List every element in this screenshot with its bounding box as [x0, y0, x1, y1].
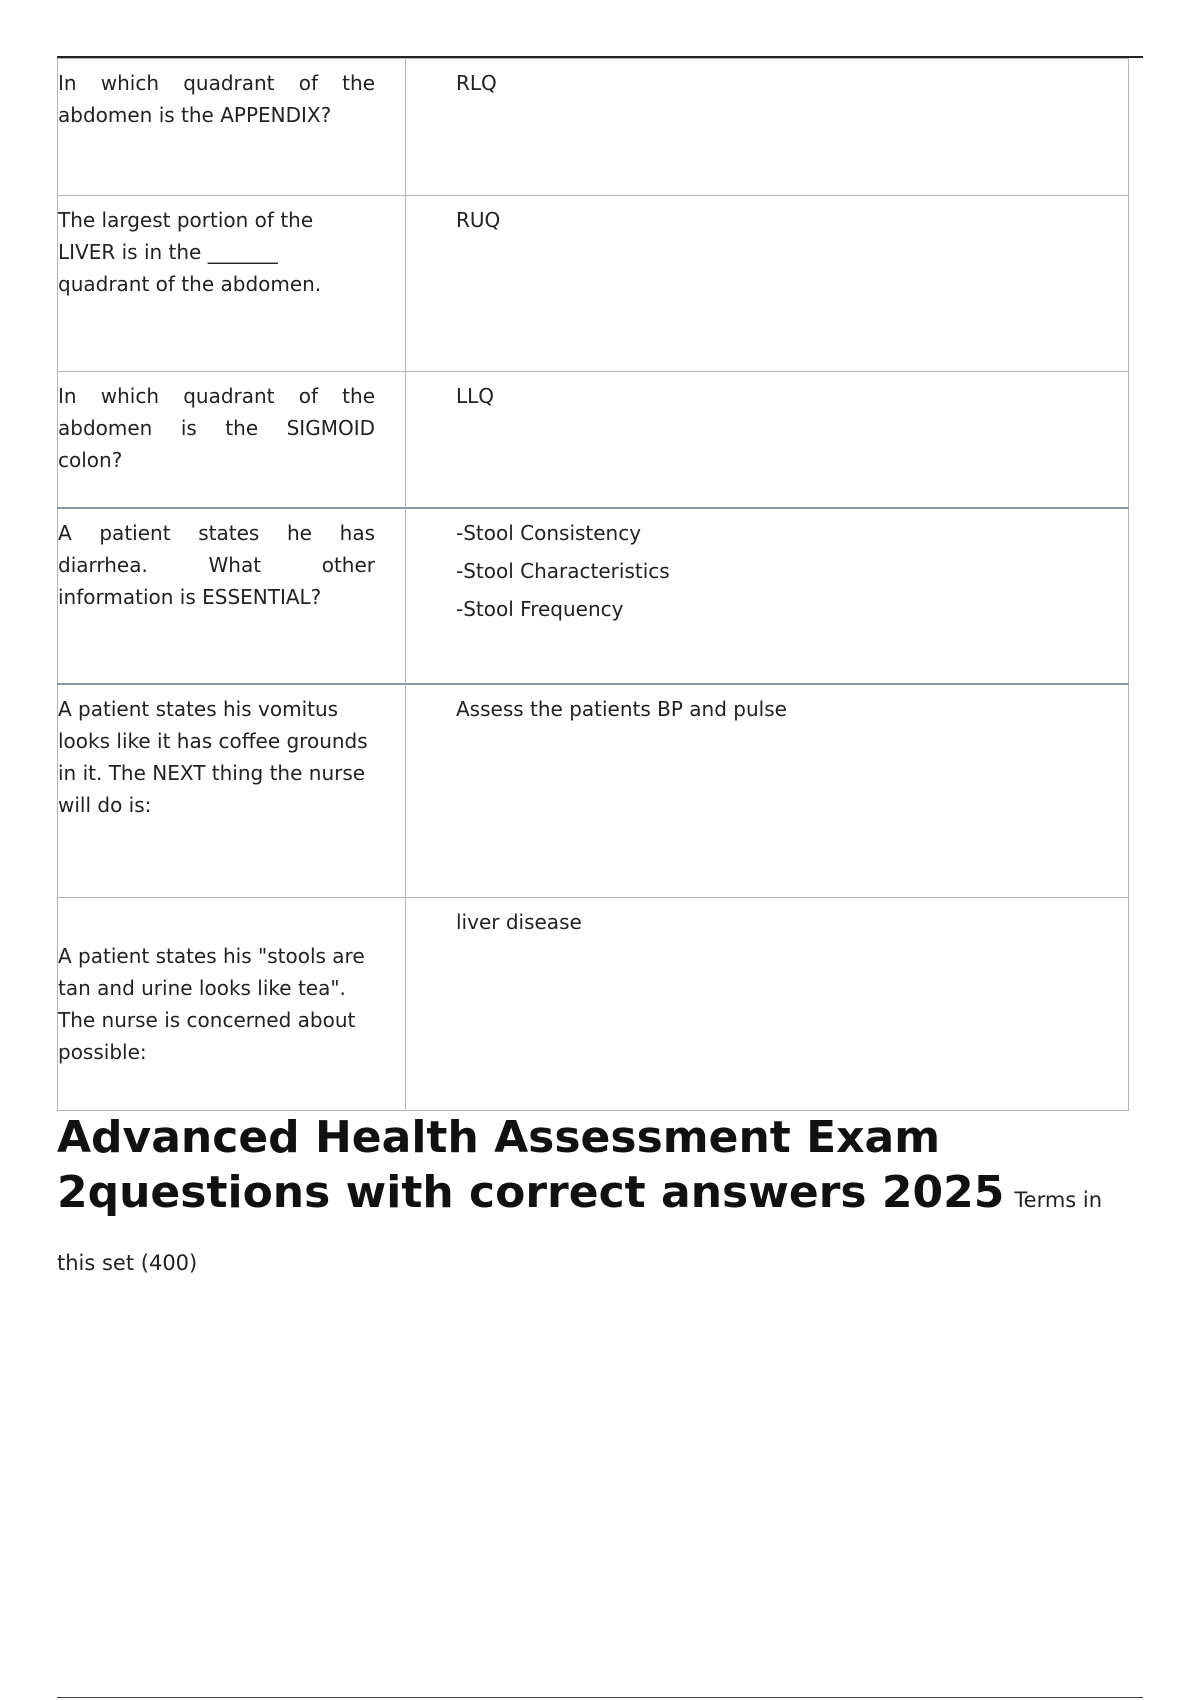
answer-text: -Stool Consistency — [456, 520, 642, 545]
question-text: The largest portion of the LIVER is in the _______ quadrant of the abdomen. — [58, 208, 322, 296]
answer-text: RLQ — [456, 71, 497, 95]
table-row — [58, 684, 1129, 898]
question-text: A patient states he has diarrhea. What other information is ESSENTIAL? — [58, 520, 375, 609]
answer-text: RUQ — [456, 208, 501, 232]
answer-cell — [406, 508, 1129, 684]
answer-cell — [406, 59, 1129, 196]
document-title — [57, 1110, 1143, 1291]
question-cell — [58, 196, 406, 372]
document-title-text: Advanced Health Assessment Exam 2questions with correct answers 2025 — [57, 1112, 1005, 1218]
answer-text: liver disease — [456, 910, 582, 934]
question-text: A patient states his "stools are tan and urine looks like tea". The nurse is concerned about possible: — [58, 944, 365, 1064]
question-text: In which quadrant of the abdomen is the SIGMOID colon? — [58, 384, 375, 472]
table-row — [58, 196, 1129, 372]
question-cell — [58, 59, 406, 196]
answer-text: LLQ — [456, 384, 495, 408]
table-row — [58, 59, 1129, 196]
answer-cell — [406, 684, 1129, 898]
table-row — [58, 372, 1129, 508]
question-text: A patient states his vomitus looks like it has coffee grounds in it. The NEXT thing the nurse will do is: — [58, 696, 368, 817]
table-row — [58, 898, 1129, 1111]
question-text: In which quadrant of the abdomen is the APPENDIX? — [58, 71, 375, 127]
answer-text: Assess the patients BP and pulse — [456, 696, 787, 721]
answer-text: -Stool Frequency — [456, 596, 624, 621]
question-cell — [58, 372, 406, 508]
answer-text: -Stool Characteristics — [456, 558, 670, 583]
flashcard-table — [57, 58, 1129, 1111]
question-cell — [58, 508, 406, 684]
answer-cell — [406, 898, 1129, 1111]
bottom-rule — [57, 1697, 1143, 1698]
question-cell — [58, 684, 406, 898]
terms-count: Terms in this set (400) — [57, 1188, 1103, 1275]
answer-cell — [406, 372, 1129, 508]
question-cell — [58, 898, 406, 1111]
answer-cell — [406, 196, 1129, 372]
table-row — [58, 508, 1129, 684]
